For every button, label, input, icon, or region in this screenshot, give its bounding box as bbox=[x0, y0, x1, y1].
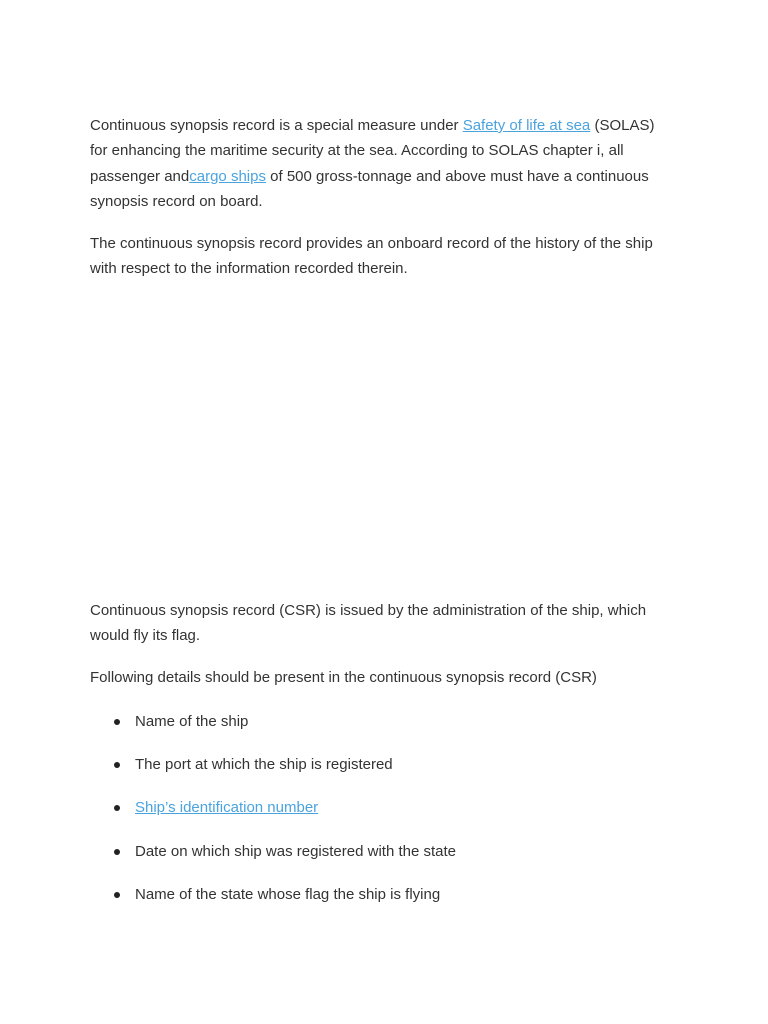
list-item-text: Name of the ship bbox=[135, 712, 249, 730]
bullet-icon bbox=[114, 719, 120, 725]
history-paragraph: The continuous synopsis record provides an onboard record of the history of the ship with respect to the information recorded therein. bbox=[90, 235, 653, 278]
cargo-ships-link[interactable]: cargo ships bbox=[189, 167, 266, 185]
issuance-paragraph: Continuous synopsis record (CSR) is issued by the administration of the ship, which would fly its flag. bbox=[90, 601, 647, 645]
intro-text-b: (SOLAS) for enhancing the maritime security at the sea. According to SOLAS chapter i, all passenger and bbox=[90, 117, 655, 185]
details-list bbox=[90, 709, 670, 907]
bullet-icon bbox=[114, 805, 120, 811]
list-item-text: The port at which the ship is registered bbox=[135, 755, 393, 773]
safety-of-life-at-sea-link[interactable]: Safety of life at sea bbox=[462, 117, 591, 134]
list-item bbox=[90, 882, 670, 907]
list-item bbox=[90, 839, 670, 864]
bullet-icon bbox=[114, 849, 120, 855]
bullet-icon bbox=[114, 762, 120, 768]
bullet-icon bbox=[114, 892, 120, 898]
intro-paragraph bbox=[90, 113, 670, 214]
article-body bbox=[90, 113, 670, 925]
ship-identification-number-link[interactable]: Ship’s identification number bbox=[135, 799, 319, 817]
intro-text-a: Continuous synopsis record is a special measure under bbox=[90, 117, 463, 134]
list-item bbox=[90, 795, 670, 820]
details-intro-paragraph: Following details should be present in the continuous synopsis record (CSR) bbox=[90, 669, 597, 687]
list-item bbox=[90, 709, 670, 734]
blank-space bbox=[90, 282, 670, 598]
intro-text-c: of 500 gross-tonnage and above must have a continuous synopsis record on board. bbox=[90, 167, 649, 210]
list-item-text: Date on which ship was registered with the state bbox=[135, 842, 456, 860]
list-item bbox=[90, 752, 670, 777]
list-item-text: Name of the state whose flag the ship is flying bbox=[135, 885, 441, 903]
